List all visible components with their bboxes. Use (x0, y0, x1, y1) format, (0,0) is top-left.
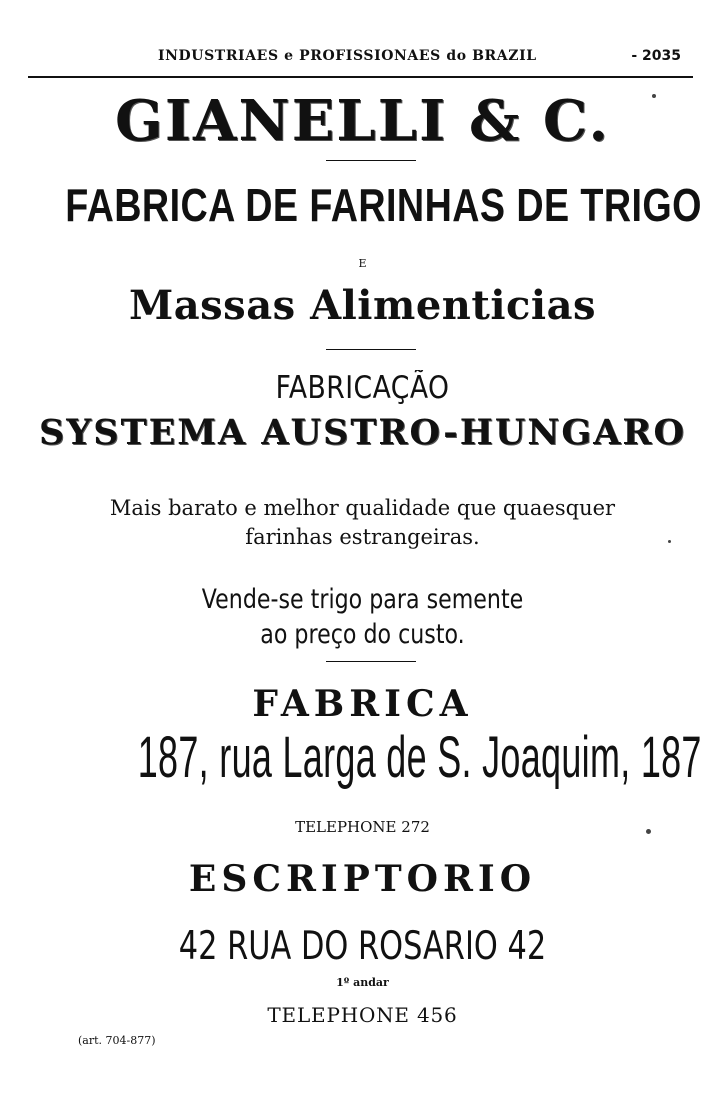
conjunction-label: E (358, 257, 367, 270)
seed-offer-line-1: Vende-se trigo para semente (201, 584, 524, 615)
quality-claim-line-2: farinhas estrangeiras. (245, 525, 480, 549)
office-address: 42 RUA DO ROSARIO 42 (178, 924, 547, 969)
page-number: - 2035 (631, 48, 681, 64)
offer-divider (326, 661, 416, 662)
page-header (28, 40, 693, 78)
print-speck (646, 829, 651, 834)
article-reference: (art. 704-877) (78, 1034, 156, 1047)
subproduct-headline: Massas Alimenticias (128, 282, 597, 329)
office-floor: 1º andar (336, 976, 389, 989)
manufacturing-heading: FABRICAÇÃO (275, 370, 450, 406)
factory-telephone: TELEPHONE 272 (295, 818, 430, 836)
seed-offer (65, 582, 660, 652)
subproduct-divider (326, 349, 416, 350)
product-headline: FABRICA DE FARINHAS DE TRIGO (65, 179, 702, 231)
company-divider (326, 160, 416, 161)
company-name: GIANELLI & C. (115, 88, 610, 154)
factory-heading: FABRICA (252, 683, 473, 725)
manufacturing-system: SYSTEMA AUSTRO-HUNGARO (39, 412, 686, 453)
publication-title: INDUSTRIAES e PROFISSIONAES do BRAZIL (158, 48, 537, 64)
print-speck (668, 540, 671, 543)
print-speck (652, 94, 656, 98)
quality-claim-line-1: Mais barato e melhor qualidade que quaesquer (109, 496, 616, 520)
office-telephone: TELEPHONE 456 (267, 1003, 458, 1027)
quality-claim (0, 494, 725, 552)
factory-address: 187, rua Larga de S. Joaquim, 187 (137, 725, 702, 790)
seed-offer-line-2: ao preço do custo. (260, 619, 465, 650)
office-heading: ESCRIPTORIO (188, 858, 537, 900)
